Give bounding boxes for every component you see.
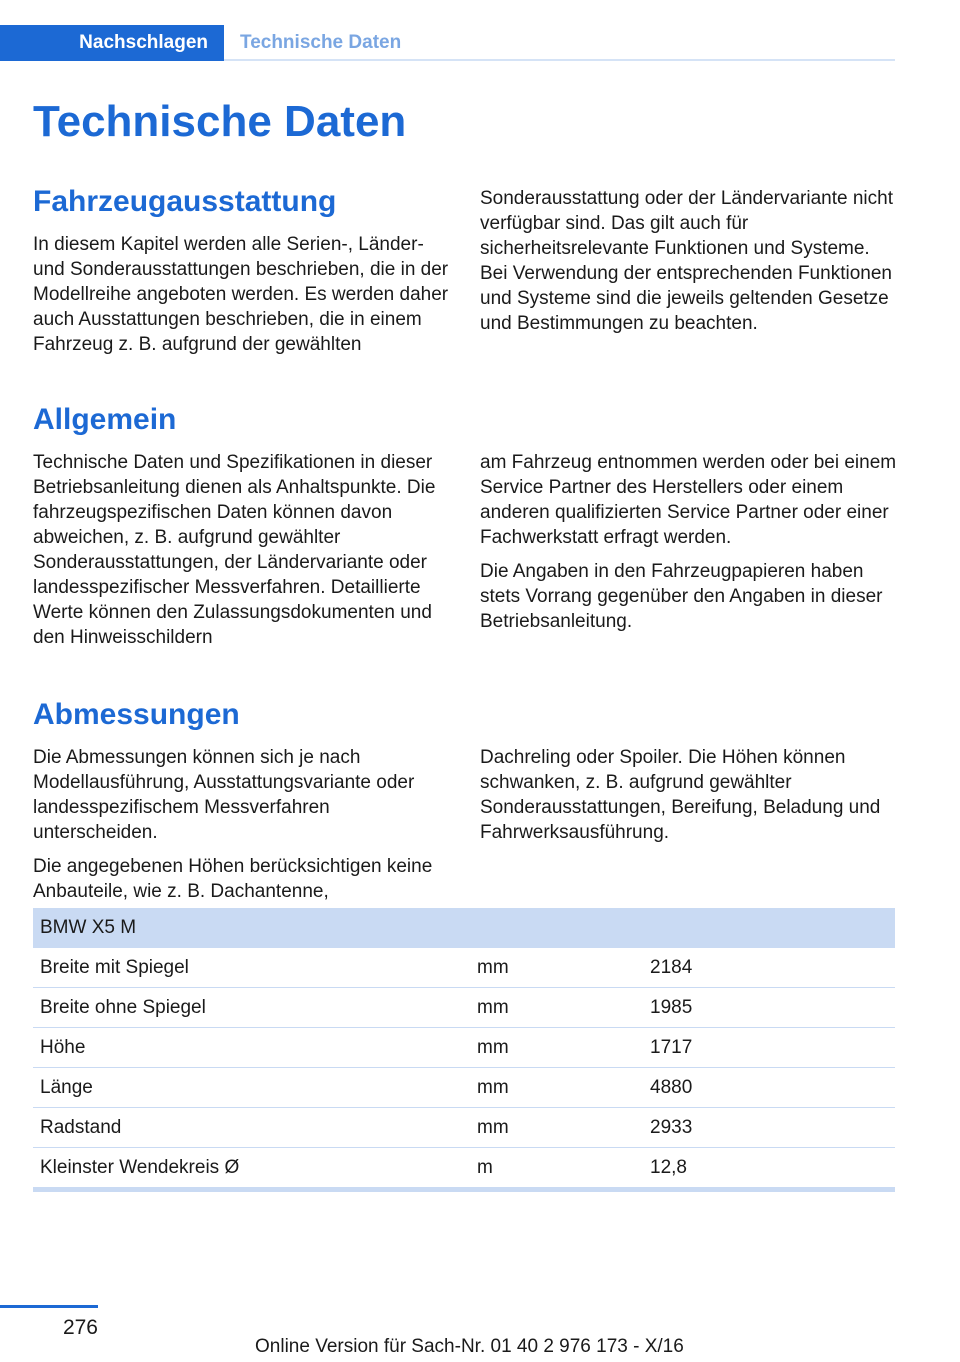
- row-label: Länge: [33, 1068, 470, 1108]
- paragraph: Die angegebenen Höhen berücksichtigen keine Anbauteile, wie z. B. Dachantenne,: [33, 856, 433, 902]
- row-unit: m: [470, 1148, 643, 1190]
- ausstattung-left-column: [33, 232, 451, 366]
- tab-underline: [224, 59, 895, 61]
- table-row: [33, 1028, 895, 1068]
- tab-technische-daten[interactable]: Technische Daten: [240, 32, 402, 53]
- row-unit: mm: [470, 988, 643, 1028]
- table-row: [33, 1068, 895, 1108]
- table-row: [33, 1108, 895, 1148]
- heading-abmessungen: Abmessungen: [33, 698, 240, 731]
- heading-allgemein: Allgemein: [33, 403, 177, 436]
- allgemein-right-column: [480, 450, 898, 643]
- row-label: Kleinster Wendekreis Ø: [33, 1148, 470, 1190]
- chapter-tab-bar: [0, 25, 895, 61]
- row-unit: mm: [470, 1028, 643, 1068]
- row-value: 1717: [643, 1028, 895, 1068]
- dimensions-table: [33, 908, 895, 1192]
- paragraph: Die Abmessungen können sich je nach Modellausführung, Ausstattungsvariante oder landesspezifischem Messverfahren unterscheiden.: [33, 747, 415, 843]
- row-unit: mm: [470, 1068, 643, 1108]
- row-value: 1985: [643, 988, 895, 1028]
- row-value: 4880: [643, 1068, 895, 1108]
- page-number: 276: [62, 1316, 98, 1339]
- table-row: [33, 988, 895, 1028]
- paragraph: Die Angaben in den Fahrzeugpapieren haben stets Vorrang gegenüber den Angaben in dieser Betriebsanleitung.: [480, 561, 883, 632]
- row-value: 2933: [643, 1108, 895, 1148]
- abmessungen-right-column: [480, 745, 898, 854]
- row-unit: mm: [470, 948, 643, 988]
- paragraph: Technische Daten und Spezifikationen in dieser Betriebsanleitung dienen als Anhaltspunkte. Die fahrzeugspezifischen Daten können davon abweichen, z. B. aufgrund gewählter Sonderausstattungen, der Ländervariante oder landesspezifischer Messverfahren. Detaillierte Werte können den Zulassungsdokumenten und den Hinweisschildern: [33, 452, 436, 648]
- ausstattung-right-column: [480, 186, 898, 345]
- footer-version-note: Online Version für Sach-Nr. 01 40 2 976 173 - X/16: [255, 1336, 684, 1357]
- row-label: Radstand: [33, 1108, 470, 1148]
- table-header: BMW X5 M: [33, 908, 895, 948]
- heading-fahrzeugausstattung: Fahrzeugausstattung: [33, 185, 337, 218]
- page-number-rule: [0, 1305, 98, 1308]
- page-title: Technische Daten: [33, 97, 407, 146]
- tab-nachschlagen[interactable]: Nachschlagen: [0, 25, 224, 61]
- row-label: Breite mit Spiegel: [33, 948, 470, 988]
- table-row: [33, 948, 895, 988]
- abmessungen-left-column: [33, 745, 451, 913]
- table-row: [33, 1148, 895, 1190]
- row-unit: mm: [470, 1108, 643, 1148]
- row-label: Höhe: [33, 1028, 470, 1068]
- row-label: Breite ohne Spiegel: [33, 988, 470, 1028]
- row-value: 2184: [643, 948, 895, 988]
- paragraph: Dachreling oder Spoiler. Die Höhen können schwanken, z. B. aufgrund gewählter Sonderausstattungen, Bereifung, Beladung und Fahrwerksausführung.: [480, 747, 881, 843]
- paragraph: am Fahrzeug entnommen werden oder bei einem Service Partner des Herstellers oder einem anderen qualifizierten Service Partner oder einer Fachwerkstatt erfragt werden.: [480, 452, 897, 548]
- paragraph: Sonderausstattung oder der Ländervariante nicht verfügbar sind. Das gilt auch für sicherheitsrelevante Funktionen und Systeme. Bei Verwendung der entsprechenden Funktionen und Systeme sind die jeweils geltenden Gesetze und Bestimmungen zu beachten.: [480, 188, 893, 334]
- paragraph: In diesem Kapitel werden alle Serien-, Länder- und Sonderausstattungen beschrieben, die in der Modellreihe angeboten werden. Es werden daher auch Ausstattungen beschrieben, die in einem Fahrzeug z. B. aufgrund der gewählten: [33, 234, 449, 355]
- row-value: 12,8: [643, 1148, 895, 1190]
- allgemein-left-column: [33, 450, 451, 659]
- table-header-row: [33, 908, 895, 948]
